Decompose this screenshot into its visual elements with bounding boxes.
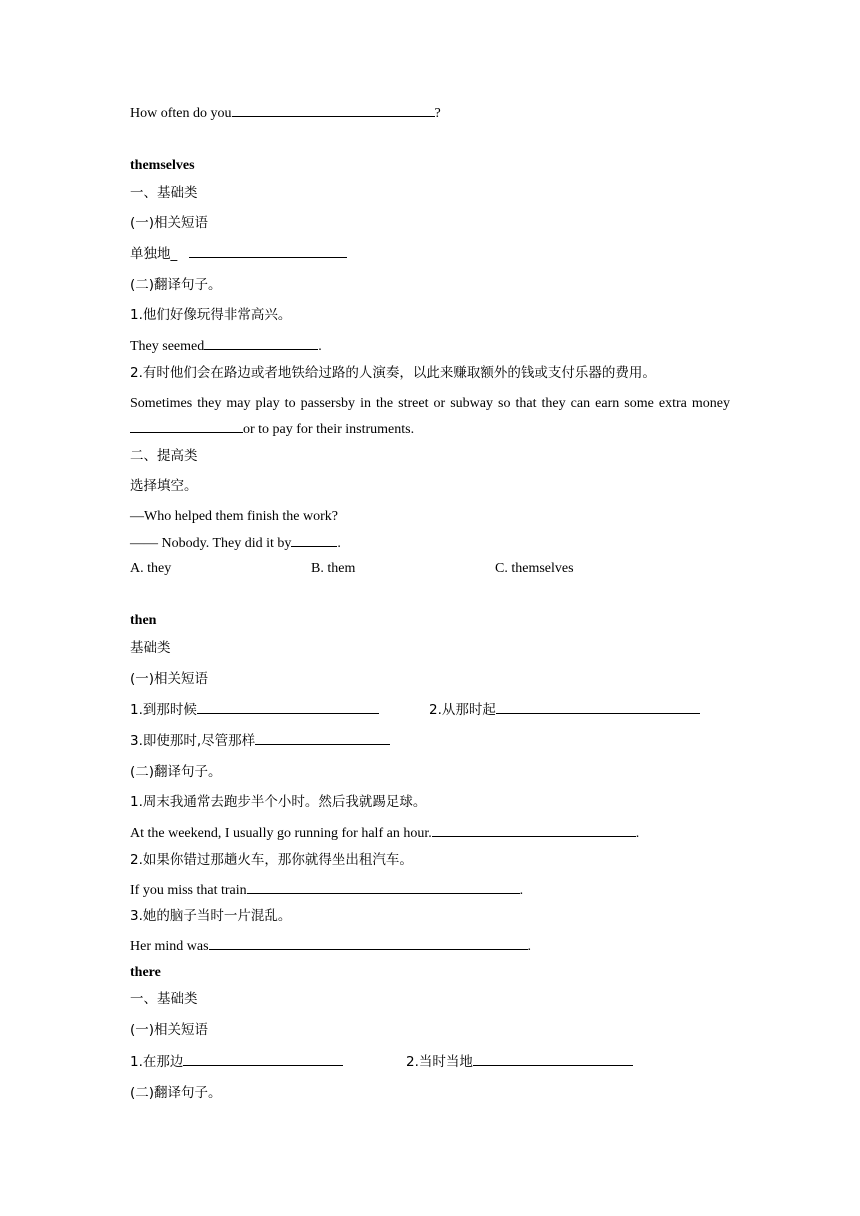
then-sentence-3-cn: 3.她的脑子当时一片混乱。 bbox=[130, 908, 292, 924]
there-phrase-2 bbox=[406, 1053, 633, 1072]
themselves-advanced-title: 二、提高类 bbox=[130, 448, 198, 464]
sentence-text: They seemed bbox=[130, 339, 205, 354]
there-phrases-title: (一)相关短语 bbox=[130, 1022, 209, 1038]
there-translate-title: (二)翻译句子。 bbox=[130, 1085, 222, 1101]
answer-blank[interactable] bbox=[183, 1053, 343, 1066]
answer-blank[interactable] bbox=[432, 824, 636, 837]
how-often-question bbox=[130, 104, 441, 123]
sentence-text: At the weekend, I usually go running for half an hour. bbox=[130, 826, 432, 841]
phrase-label: 2.从那时起 bbox=[429, 702, 496, 718]
sentence-end: . bbox=[635, 826, 640, 841]
heading-then: then bbox=[130, 613, 157, 628]
there-phrase-1 bbox=[130, 1053, 343, 1072]
heading-there: there bbox=[130, 965, 161, 980]
phrase-label: 单独地_ bbox=[130, 246, 178, 262]
themselves-sentence-1-en bbox=[130, 337, 322, 356]
sentence-text-end: or to pay for their instruments. bbox=[243, 422, 415, 437]
question-end: . bbox=[337, 536, 341, 551]
themselves-phrase-1 bbox=[130, 245, 347, 264]
then-phrase-2 bbox=[429, 701, 700, 720]
answer-blank[interactable] bbox=[232, 104, 435, 117]
there-basic-title: 一、基础类 bbox=[130, 991, 198, 1007]
themselves-question-line-2 bbox=[130, 534, 341, 553]
then-phrase-3 bbox=[130, 732, 390, 751]
then-phrases-row-1 bbox=[130, 701, 730, 719]
sentence-text: Sometimes they may play to passersby in the street or subway so that they can earn some extra money bbox=[130, 396, 730, 411]
themselves-phrases-title: (一)相关短语 bbox=[130, 215, 209, 231]
question-mark: ? bbox=[434, 106, 441, 121]
question-text: —— Nobody. They did it by bbox=[130, 536, 292, 551]
themselves-sentence-2-en bbox=[130, 391, 730, 443]
there-phrases-row bbox=[130, 1053, 730, 1071]
then-sentence-1-en bbox=[130, 824, 639, 843]
then-sentence-1-cn: 1.周末我通常去跑步半个小时。然后我就踢足球。 bbox=[130, 794, 427, 810]
answer-blank[interactable] bbox=[473, 1053, 633, 1066]
answer-blank[interactable] bbox=[130, 420, 243, 433]
themselves-sentence-1-cn: 1.他们好像玩得非常高兴。 bbox=[130, 307, 292, 323]
answer-blank[interactable] bbox=[247, 881, 520, 894]
answer-blank[interactable] bbox=[255, 732, 390, 745]
option-c[interactable]: C. themselves bbox=[495, 561, 574, 576]
themselves-sentence-2-cn: 2.有时他们会在路边或者地铁给过路的人演奏，以此来赚取额外的钱或支付乐器的费用。 bbox=[130, 365, 656, 381]
answer-blank[interactable] bbox=[291, 534, 337, 547]
phrase-label: 1.在那边 bbox=[130, 1054, 184, 1070]
then-phrases-title: (一)相关短语 bbox=[130, 671, 209, 687]
then-sentence-2-cn: 2.如果你错过那趟火车，那你就得坐出租汽车。 bbox=[130, 852, 413, 868]
answer-blank[interactable] bbox=[189, 245, 347, 258]
heading-themselves: themselves bbox=[130, 158, 195, 173]
then-phrase-1 bbox=[130, 701, 379, 720]
sentence-end: . bbox=[318, 339, 322, 354]
question-text: How often do you bbox=[130, 106, 232, 121]
option-a[interactable]: A. they bbox=[130, 561, 172, 576]
sentence-text: If you miss that train bbox=[130, 883, 247, 898]
answer-blank[interactable] bbox=[209, 937, 528, 950]
themselves-basic-title: 一、基础类 bbox=[130, 185, 198, 201]
then-basic-title: 基础类 bbox=[130, 640, 171, 656]
answer-blank[interactable] bbox=[204, 337, 318, 350]
answer-blank[interactable] bbox=[496, 701, 700, 714]
phrase-label: 3.即使那时,尽管那样 bbox=[130, 733, 256, 749]
sentence-end: . bbox=[527, 939, 532, 954]
sentence-text: Her mind was bbox=[130, 939, 209, 954]
sentence-end: . bbox=[519, 883, 524, 898]
phrase-label: 1.到那时候 bbox=[130, 702, 197, 718]
option-b[interactable]: B. them bbox=[311, 561, 356, 576]
themselves-choice-title: 选择填空。 bbox=[130, 478, 198, 494]
then-sentence-3-en bbox=[130, 937, 531, 956]
answer-blank[interactable] bbox=[197, 701, 379, 714]
then-sentence-2-en bbox=[130, 881, 523, 900]
then-translate-title: (二)翻译句子。 bbox=[130, 764, 222, 780]
themselves-translate-title: (二)翻译句子。 bbox=[130, 277, 222, 293]
themselves-question-line-1: —Who helped them finish the work? bbox=[130, 509, 339, 524]
phrase-label: 2.当时当地 bbox=[406, 1054, 473, 1070]
